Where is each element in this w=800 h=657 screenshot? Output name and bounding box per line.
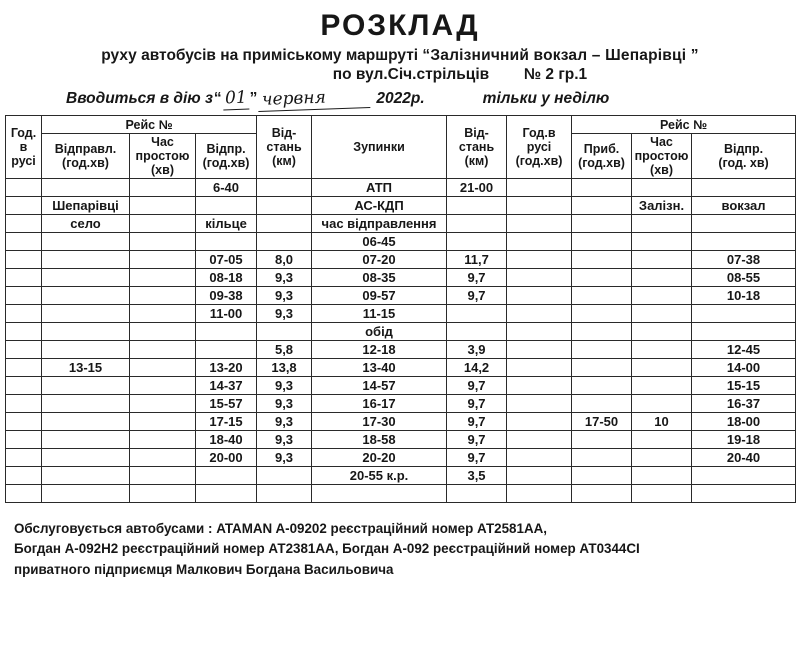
table-row bbox=[6, 287, 796, 305]
effective-year-value: 2022р. bbox=[376, 89, 425, 107]
th-hours-in-motion-left bbox=[6, 116, 42, 179]
cell-idle-time bbox=[130, 485, 196, 503]
cell-distance-left: 9,3 bbox=[257, 287, 312, 305]
cell-depart-right: 08-55 bbox=[692, 269, 796, 287]
route-subtitle bbox=[8, 46, 792, 65]
cell-idle-time-right: Залізн. bbox=[632, 197, 692, 215]
cell-arrival bbox=[572, 179, 632, 197]
cell-distance-right: 14,2 bbox=[447, 359, 507, 377]
cell-idle-time bbox=[130, 467, 196, 485]
cell-idle-time bbox=[130, 395, 196, 413]
cell-arrival bbox=[572, 377, 632, 395]
cell-stop: 08-35 bbox=[312, 269, 447, 287]
cell-stop: 07-20 bbox=[312, 251, 447, 269]
cell-depart-right: 07-38 bbox=[692, 251, 796, 269]
schedule-table-head bbox=[6, 116, 796, 179]
cell-arrival bbox=[572, 233, 632, 251]
cell-hours-in-motion-right bbox=[507, 179, 572, 197]
cell-depart-right: 19-18 bbox=[692, 431, 796, 449]
cell-hours-in-motion bbox=[6, 395, 42, 413]
th-idle-time-right bbox=[632, 134, 692, 179]
cell-distance-left: 9,3 bbox=[257, 395, 312, 413]
cell-hours-in-motion bbox=[6, 251, 42, 269]
th-stops: Зупинки bbox=[312, 116, 447, 179]
cell-hours-in-motion bbox=[6, 215, 42, 233]
cell-departure bbox=[42, 179, 130, 197]
cell-stop: 20-55 к.р. bbox=[312, 467, 447, 485]
cell-hours-in-motion-right bbox=[507, 269, 572, 287]
table-row bbox=[6, 485, 796, 503]
cell-hours-in-motion bbox=[6, 287, 42, 305]
cell-hours-in-motion bbox=[6, 485, 42, 503]
cell-idle-time-right bbox=[632, 179, 692, 197]
cell-depart: 09-38 bbox=[196, 287, 257, 305]
cell-departure bbox=[42, 341, 130, 359]
cell-hours-in-motion bbox=[6, 467, 42, 485]
cell-stop bbox=[312, 485, 447, 503]
cell-distance-left: 9,3 bbox=[257, 377, 312, 395]
cell-departure: Шепарівці bbox=[42, 197, 130, 215]
th-depart-l1: Відпр. bbox=[206, 142, 246, 157]
th-depart-r2: (год. хв) bbox=[718, 156, 769, 171]
cell-depart: 18-40 bbox=[196, 431, 257, 449]
cell-stop: 11-15 bbox=[312, 305, 447, 323]
table-row bbox=[6, 269, 796, 287]
cell-distance-left: 9,3 bbox=[257, 449, 312, 467]
schedule-table bbox=[5, 115, 796, 503]
cell-hours-in-motion-right bbox=[507, 359, 572, 377]
cell-depart: 14-37 bbox=[196, 377, 257, 395]
document-header bbox=[0, 0, 800, 109]
cell-depart: 17-15 bbox=[196, 413, 257, 431]
cell-distance-right: 9,7 bbox=[447, 431, 507, 449]
cell-hours-in-motion bbox=[6, 179, 42, 197]
th-idle-time-left bbox=[130, 134, 196, 179]
cell-depart-right bbox=[692, 467, 796, 485]
cell-depart bbox=[196, 323, 257, 341]
cell-distance-right: 3,5 bbox=[447, 467, 507, 485]
cell-distance-right: 9,7 bbox=[447, 449, 507, 467]
cell-departure bbox=[42, 287, 130, 305]
cell-depart: 6-40 bbox=[196, 179, 257, 197]
cell-distance-right bbox=[447, 233, 507, 251]
cell-depart: 20-00 bbox=[196, 449, 257, 467]
cell-departure: село bbox=[42, 215, 130, 233]
schedule-table-body bbox=[6, 179, 796, 503]
cell-hours-in-motion bbox=[6, 323, 42, 341]
route-street-line bbox=[8, 65, 792, 86]
cell-depart bbox=[196, 467, 257, 485]
service-days-note: тільки у неділю bbox=[482, 89, 610, 107]
cell-departure bbox=[42, 467, 130, 485]
cell-hours-in-motion bbox=[6, 449, 42, 467]
cell-idle-time bbox=[130, 323, 196, 341]
cell-stop: 16-17 bbox=[312, 395, 447, 413]
footer-line-3: приватного підприємця Малкович Богдана Васильовича bbox=[14, 561, 394, 577]
cell-hours-in-motion-right bbox=[507, 431, 572, 449]
cell-departure: 13-15 bbox=[42, 359, 130, 377]
page-title: РОЗКЛАД bbox=[320, 9, 480, 42]
cell-depart-right bbox=[692, 305, 796, 323]
cell-distance-right: 3,9 bbox=[447, 341, 507, 359]
cell-depart-right: 14-00 bbox=[692, 359, 796, 377]
th-hours-l1: Год. bbox=[10, 126, 37, 141]
cell-hours-in-motion-right bbox=[507, 449, 572, 467]
th-depart-l2: (год.хв) bbox=[202, 156, 250, 171]
th-depart-right bbox=[692, 134, 796, 179]
cell-distance-right bbox=[447, 215, 507, 233]
th-trip-number-right: Рейс № bbox=[572, 116, 796, 134]
cell-depart-right: 10-18 bbox=[692, 287, 796, 305]
cell-idle-time-right bbox=[632, 431, 692, 449]
cell-hours-in-motion-right bbox=[507, 323, 572, 341]
cell-hours-in-motion bbox=[6, 305, 42, 323]
cell-idle-time-right bbox=[632, 215, 692, 233]
th-dist-r1: Від- bbox=[464, 126, 489, 141]
th-hrs-r2: русі bbox=[526, 140, 552, 155]
route-subtitle-prefix: руху автобусів на приміському маршруті bbox=[101, 46, 419, 64]
cell-arrival bbox=[572, 359, 632, 377]
cell-depart-right: 18-00 bbox=[692, 413, 796, 431]
th-idle-l1: Час bbox=[151, 135, 174, 150]
cell-distance-left: 9,3 bbox=[257, 305, 312, 323]
th-idle-r2: простою bbox=[634, 149, 689, 164]
cell-hours-in-motion bbox=[6, 431, 42, 449]
table-row bbox=[6, 341, 796, 359]
table-row bbox=[6, 323, 796, 341]
th-trip-number-left: Рейс № bbox=[42, 116, 257, 134]
cell-distance-left: 8,0 bbox=[257, 251, 312, 269]
cell-distance-right: 9,7 bbox=[447, 395, 507, 413]
th-dist-l3: (км) bbox=[272, 154, 296, 169]
th-hours-l2: в bbox=[19, 140, 28, 155]
cell-stop: 14-57 bbox=[312, 377, 447, 395]
effective-date-label: Вводиться в дію з bbox=[66, 89, 213, 107]
cell-distance-left bbox=[257, 197, 312, 215]
cell-depart: 08-18 bbox=[196, 269, 257, 287]
table-row bbox=[6, 197, 796, 215]
cell-distance-right: 21-00 bbox=[447, 179, 507, 197]
th-depart-r1: Відпр. bbox=[723, 142, 764, 157]
cell-distance-right bbox=[447, 305, 507, 323]
cell-hours-in-motion bbox=[6, 269, 42, 287]
table-row bbox=[6, 215, 796, 233]
cell-idle-time bbox=[130, 431, 196, 449]
cell-stop: АТП bbox=[312, 179, 447, 197]
cell-departure bbox=[42, 377, 130, 395]
th-hrs-r1: Год.в bbox=[522, 126, 556, 141]
cell-distance-left bbox=[257, 467, 312, 485]
th-distance-left bbox=[257, 116, 312, 179]
cell-idle-time-right bbox=[632, 449, 692, 467]
cell-distance-right: 11,7 bbox=[447, 251, 507, 269]
cell-idle-time-right bbox=[632, 287, 692, 305]
cell-depart-right: 20-40 bbox=[692, 449, 796, 467]
cell-stop: 18-58 bbox=[312, 431, 447, 449]
cell-hours-in-motion-right bbox=[507, 305, 572, 323]
cell-idle-time bbox=[130, 251, 196, 269]
th-depart-left bbox=[196, 134, 257, 179]
cell-idle-time bbox=[130, 413, 196, 431]
cell-arrival bbox=[572, 323, 632, 341]
cell-departure bbox=[42, 305, 130, 323]
cell-depart bbox=[196, 341, 257, 359]
th-dist-r2: стань bbox=[458, 140, 495, 155]
document-footer bbox=[0, 503, 800, 579]
cell-depart-right: 12-45 bbox=[692, 341, 796, 359]
cell-depart-right bbox=[692, 179, 796, 197]
table-row bbox=[6, 413, 796, 431]
cell-hours-in-motion bbox=[6, 341, 42, 359]
cell-hours-in-motion-right bbox=[507, 413, 572, 431]
th-idle-r3: (хв) bbox=[650, 163, 673, 178]
cell-idle-time bbox=[130, 233, 196, 251]
cell-distance-right: 9,7 bbox=[447, 287, 507, 305]
cell-depart: кільце bbox=[196, 215, 257, 233]
cell-idle-time-right bbox=[632, 377, 692, 395]
table-row bbox=[6, 431, 796, 449]
cell-departure bbox=[42, 251, 130, 269]
table-row bbox=[6, 251, 796, 269]
cell-idle-time bbox=[130, 377, 196, 395]
cell-idle-time bbox=[130, 287, 196, 305]
cell-depart bbox=[196, 485, 257, 503]
cell-hours-in-motion bbox=[6, 359, 42, 377]
th-hours-l3: русі bbox=[11, 154, 36, 169]
cell-idle-time-right bbox=[632, 467, 692, 485]
cell-arrival bbox=[572, 305, 632, 323]
th-hrs-r3: (год.хв) bbox=[515, 154, 563, 169]
cell-distance-right bbox=[447, 485, 507, 503]
cell-arrival bbox=[572, 431, 632, 449]
cell-idle-time-right bbox=[632, 323, 692, 341]
cell-arrival bbox=[572, 485, 632, 503]
cell-hours-in-motion-right bbox=[507, 197, 572, 215]
cell-hours-in-motion-right bbox=[507, 287, 572, 305]
cell-idle-time bbox=[130, 359, 196, 377]
cell-depart-right bbox=[692, 233, 796, 251]
th-departure-l1: Відправл. bbox=[54, 142, 117, 157]
header-row-top bbox=[6, 116, 796, 134]
cell-departure bbox=[42, 449, 130, 467]
cell-depart-right bbox=[692, 323, 796, 341]
cell-distance-left: 9,3 bbox=[257, 431, 312, 449]
cell-distance-left: 9,3 bbox=[257, 413, 312, 431]
cell-arrival bbox=[572, 269, 632, 287]
cell-idle-time-right bbox=[632, 485, 692, 503]
th-departure bbox=[42, 134, 130, 179]
cell-idle-time bbox=[130, 449, 196, 467]
table-row bbox=[6, 233, 796, 251]
cell-distance-right: 9,7 bbox=[447, 269, 507, 287]
cell-departure bbox=[42, 431, 130, 449]
cell-depart-right: 16-37 bbox=[692, 395, 796, 413]
cell-distance-left bbox=[257, 323, 312, 341]
cell-hours-in-motion-right bbox=[507, 467, 572, 485]
route-name: “Залізничний вокзал – Шепарівці ” bbox=[422, 46, 699, 64]
cell-idle-time-right bbox=[632, 269, 692, 287]
table-row bbox=[6, 377, 796, 395]
th-hours-in-motion-right bbox=[507, 116, 572, 179]
cell-depart bbox=[196, 233, 257, 251]
table-row bbox=[6, 359, 796, 377]
cell-hours-in-motion-right bbox=[507, 377, 572, 395]
cell-departure bbox=[42, 323, 130, 341]
cell-distance-right: 9,7 bbox=[447, 377, 507, 395]
footer-line-2: Богдан А-092Н2 реєстраційний номер АТ2381АА, Богдан А-092 реєстраційний номер АТ0344СІ bbox=[14, 541, 640, 557]
cell-hours-in-motion bbox=[6, 197, 42, 215]
cell-distance-left: 13,8 bbox=[257, 359, 312, 377]
cell-arrival bbox=[572, 449, 632, 467]
open-quote-glyph: “ bbox=[213, 89, 222, 107]
cell-distance-left bbox=[257, 485, 312, 503]
cell-hours-in-motion-right bbox=[507, 233, 572, 251]
th-arrival-right bbox=[572, 134, 632, 179]
cell-stop: 06-45 bbox=[312, 233, 447, 251]
cell-idle-time bbox=[130, 215, 196, 233]
cell-hours-in-motion bbox=[6, 233, 42, 251]
cell-idle-time bbox=[130, 269, 196, 287]
cell-stop: 09-57 bbox=[312, 287, 447, 305]
cell-stop: 20-20 bbox=[312, 449, 447, 467]
cell-idle-time-right bbox=[632, 341, 692, 359]
cell-arrival bbox=[572, 251, 632, 269]
cell-arrival: 17-50 bbox=[572, 413, 632, 431]
route-street: по вул.Січ.стрільців bbox=[332, 65, 490, 83]
cell-depart bbox=[196, 197, 257, 215]
cell-distance-right bbox=[447, 323, 507, 341]
cell-stop: 13-40 bbox=[312, 359, 447, 377]
cell-distance-left bbox=[257, 233, 312, 251]
cell-stop: 12-18 bbox=[312, 341, 447, 359]
cell-stop: 17-30 bbox=[312, 413, 447, 431]
effective-day-value: 01 bbox=[222, 88, 249, 109]
cell-departure bbox=[42, 269, 130, 287]
cell-depart: 11-00 bbox=[196, 305, 257, 323]
effective-month-value: червня bbox=[258, 87, 371, 111]
cell-hours-in-motion-right bbox=[507, 395, 572, 413]
cell-idle-time-right bbox=[632, 305, 692, 323]
cell-idle-time-right bbox=[632, 395, 692, 413]
cell-distance-left bbox=[257, 179, 312, 197]
th-idle-l2: простою bbox=[135, 149, 190, 164]
cell-hours-in-motion-right bbox=[507, 251, 572, 269]
cell-hours-in-motion bbox=[6, 377, 42, 395]
cell-stop: АС-КДП bbox=[312, 197, 447, 215]
cell-depart: 15-57 bbox=[196, 395, 257, 413]
table-row bbox=[6, 467, 796, 485]
cell-idle-time-right bbox=[632, 233, 692, 251]
cell-idle-time-right bbox=[632, 359, 692, 377]
schedule-table-wrapper bbox=[0, 109, 800, 503]
cell-departure bbox=[42, 233, 130, 251]
cell-stop: час відправлення bbox=[312, 215, 447, 233]
cell-arrival bbox=[572, 215, 632, 233]
cell-departure bbox=[42, 485, 130, 503]
effective-date-row bbox=[8, 86, 792, 110]
cell-arrival bbox=[572, 197, 632, 215]
table-row bbox=[6, 179, 796, 197]
cell-distance-right bbox=[447, 197, 507, 215]
th-idle-r1: Час bbox=[650, 135, 673, 150]
cell-idle-time bbox=[130, 179, 196, 197]
cell-depart-right bbox=[692, 485, 796, 503]
th-dist-l2: стань bbox=[266, 140, 302, 155]
cell-depart: 07-05 bbox=[196, 251, 257, 269]
close-quote-glyph: ” bbox=[249, 89, 258, 107]
cell-hours-in-motion-right bbox=[507, 341, 572, 359]
cell-idle-time-right: 10 bbox=[632, 413, 692, 431]
cell-departure bbox=[42, 395, 130, 413]
cell-depart-right: 15-15 bbox=[692, 377, 796, 395]
th-departure-l2: (год.хв) bbox=[62, 156, 109, 171]
cell-depart-right bbox=[692, 215, 796, 233]
cell-departure bbox=[42, 413, 130, 431]
th-arrive-l2: (год.хв) bbox=[578, 156, 625, 171]
cell-distance-left: 9,3 bbox=[257, 269, 312, 287]
cell-idle-time bbox=[130, 305, 196, 323]
th-distance-right bbox=[447, 116, 507, 179]
cell-hours-in-motion bbox=[6, 413, 42, 431]
footer-line-1: Обслуговується автобусами : ATAMAN A-09202 реєстраційний номер АТ2581АА, bbox=[14, 521, 548, 537]
cell-depart-right: вокзал bbox=[692, 197, 796, 215]
table-row bbox=[6, 395, 796, 413]
table-row bbox=[6, 305, 796, 323]
cell-arrival bbox=[572, 341, 632, 359]
cell-depart: 13-20 bbox=[196, 359, 257, 377]
cell-distance-left: 5,8 bbox=[257, 341, 312, 359]
cell-arrival bbox=[572, 395, 632, 413]
th-idle-l3: (хв) bbox=[151, 163, 174, 178]
cell-arrival bbox=[572, 287, 632, 305]
cell-hours-in-motion-right bbox=[507, 485, 572, 503]
cell-stop: обід bbox=[312, 323, 447, 341]
cell-distance-right: 9,7 bbox=[447, 413, 507, 431]
cell-distance-left bbox=[257, 215, 312, 233]
route-number: № 2 гр.1 bbox=[523, 65, 588, 83]
th-arrive-l1: Приб. bbox=[583, 142, 620, 157]
table-row bbox=[6, 449, 796, 467]
cell-idle-time bbox=[130, 197, 196, 215]
cell-arrival bbox=[572, 467, 632, 485]
cell-idle-time-right bbox=[632, 251, 692, 269]
cell-idle-time bbox=[130, 341, 196, 359]
cell-hours-in-motion-right bbox=[507, 215, 572, 233]
th-dist-r3: (км) bbox=[464, 154, 489, 169]
th-dist-l1: Від- bbox=[271, 126, 297, 141]
